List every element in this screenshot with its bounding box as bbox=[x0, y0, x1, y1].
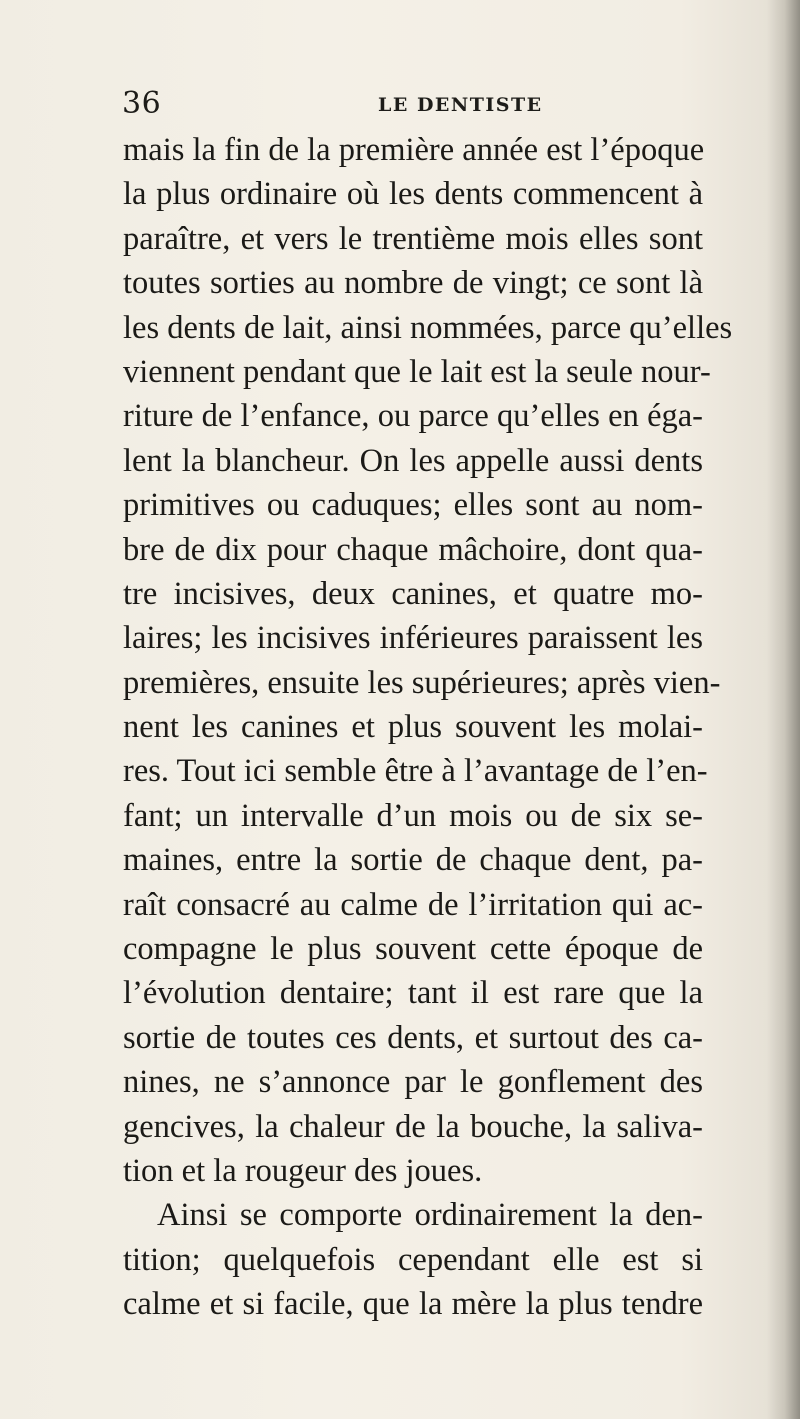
text-line: tre incisives, deux canines, et quatre mo- bbox=[123, 575, 703, 612]
text-line: viennent pendant que le lait est la seule nour- bbox=[123, 353, 711, 390]
paragraph-end-line: tion et la rougeur des joues. bbox=[123, 1152, 483, 1189]
text-line: laires; les incisives inférieures paraissent les bbox=[123, 620, 703, 657]
text-line: res. Tout ici semble être à l’avantage de l’en- bbox=[123, 753, 708, 790]
paragraph-start-line: Ainsi se comporte ordinairement la den- bbox=[157, 1197, 703, 1234]
text-line: les dents de lait, ainsi nommées, parce qu’elles bbox=[123, 309, 733, 346]
text-line: gencives, la chaleur de la bouche, la saliva- bbox=[123, 1108, 703, 1145]
text-line: l’évolution dentaire; tant il est rare que la bbox=[123, 975, 703, 1012]
text-line: nines, ne s’annonce par le gonflement des bbox=[123, 1064, 703, 1101]
text-line: toutes sorties au nombre de vingt; ce sont là bbox=[123, 265, 703, 302]
page-number: 36 bbox=[122, 86, 162, 121]
text-line: raît consacré au calme de l’irritation qui ac- bbox=[123, 886, 703, 923]
running-head: LE DENTISTE bbox=[378, 94, 543, 116]
body-text bbox=[123, 128, 733, 1327]
text-line: bre de dix pour chaque mâchoire, dont qua- bbox=[123, 531, 703, 568]
text-line: compagne le plus souvent cette époque de bbox=[123, 931, 703, 968]
text-line: nent les canines et plus souvent les molai- bbox=[123, 709, 703, 746]
text-line: premières, ensuite les supérieures; après vien- bbox=[123, 664, 721, 701]
text-line: sortie de toutes ces dents, et surtout des ca- bbox=[123, 1019, 703, 1056]
page-header bbox=[122, 86, 682, 130]
text-line: paraître, et vers le trentième mois elles sont bbox=[123, 220, 703, 257]
text-line: primitives ou caduques; elles sont au nom- bbox=[123, 487, 703, 524]
page-edge-shadow bbox=[766, 0, 800, 1419]
text-line: la plus ordinaire où les dents commencent à bbox=[123, 176, 703, 213]
text-line: riture de l’enfance, ou parce qu’elles en éga- bbox=[123, 398, 703, 435]
text-line: maines, entre la sortie de chaque dent, pa- bbox=[123, 842, 703, 879]
text-line: lent la blancheur. On les appelle aussi dents bbox=[123, 442, 703, 479]
text-line: calme et si facile, que la mère la plus tendre bbox=[123, 1286, 703, 1323]
text-line: mais la fin de la première année est l’époque bbox=[123, 132, 705, 168]
text-line: fant; un intervalle d’un mois ou de six se- bbox=[123, 797, 703, 834]
text-line: tition; quelquefois cependant elle est si bbox=[123, 1241, 703, 1278]
